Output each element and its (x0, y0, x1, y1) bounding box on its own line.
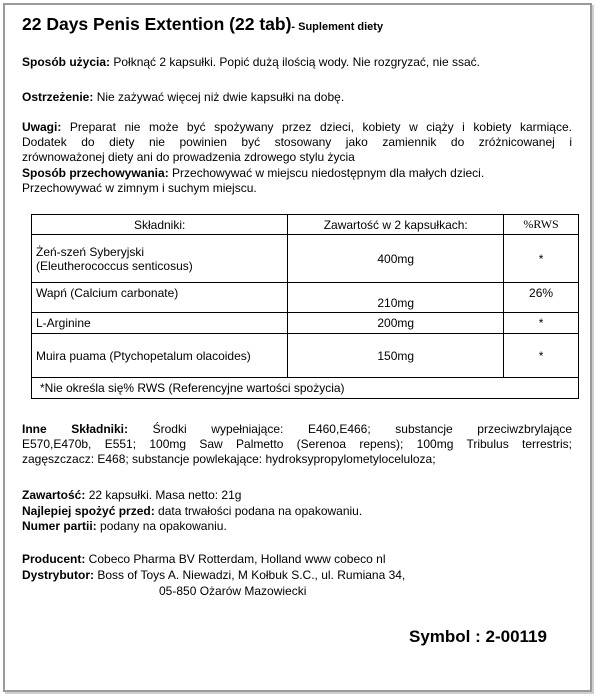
symbol-label: Symbol : (409, 627, 486, 646)
ingredient-rws: * (504, 334, 579, 378)
usage-text: Połknąć 2 kapsułki. Popić dużą ilością wody. Nie rozgryzać, nie ssać. (110, 55, 480, 69)
batch-section (22, 519, 227, 534)
content-text: 22 kapsułki. Masa netto: 21g (85, 488, 242, 502)
warning-label: Ostrzeżenie: (22, 90, 94, 104)
producer-section (22, 552, 385, 567)
table-row (32, 235, 579, 283)
other-ingredients-line-2: E570,E470b, E551; 100mg Saw Palmetto (Serenoa repens); 100mg Tribulus terrestris; (22, 437, 572, 451)
warning-text: Nie zażywać więcej niż dwie kapsułki na dobę. (93, 90, 345, 104)
storage-label: Sposób przechowywania: (22, 166, 169, 180)
warning-section (22, 90, 344, 105)
ingredient-amount: 210mg (288, 283, 504, 313)
notes-line-1 (22, 120, 572, 135)
ingredient-rws: * (504, 313, 579, 334)
ingredient-rws: * (504, 235, 579, 283)
table-row (32, 334, 579, 378)
ingredients-table (31, 214, 579, 399)
ingredient-rws: 26% (504, 283, 579, 313)
product-subtitle: - Suplement diety (291, 21, 384, 33)
storage-section (22, 166, 484, 181)
storage-text-1: Przechowywać w miejscu niedostępnym dla małych dzieci. (168, 166, 485, 180)
best-before-label: Najlepiej spożyć przed: (22, 504, 155, 518)
content-section (22, 488, 241, 503)
product-name: 22 Days Penis Extention (22 tab) (22, 14, 292, 34)
notes-line-2: Dodatek do diety nie powinien być stosowany jako zamiennik do zróżnicowanej i (22, 135, 572, 149)
ingredient-name (32, 235, 288, 283)
ingredient-name: L-Arginine (32, 313, 288, 334)
ingredient-amount: 200mg (288, 313, 504, 334)
rws-footnote: *Nie określa się% RWS (Referencyjne wartości spożycia) (32, 378, 579, 399)
ingredient-name: Muira puama (Ptychopetalum olacoides) (32, 334, 288, 378)
distributor-label: Dystrybutor: (22, 568, 95, 582)
content-label: Zawartość: (22, 488, 86, 502)
ingredient-amount: 150mg (288, 334, 504, 378)
symbol-value: 2-00119 (485, 627, 547, 646)
other-ingredients-label: Inne Składniki: (22, 422, 128, 436)
header-rws: %RWS (504, 215, 579, 235)
usage-label: Sposób użycia: (22, 55, 111, 69)
distributor-address-line-2: 05-850 Ożarów Mazowiecki (159, 584, 307, 598)
ingredient-name: Wapń (Calcium carbonate) (32, 283, 288, 313)
ingredient-name-line-1: Żeń-szeń Syberyjski (36, 244, 145, 259)
notes-section (22, 120, 572, 165)
table-row (32, 313, 579, 334)
other-ingredients-section (22, 422, 572, 467)
distributor-section (22, 568, 405, 583)
batch-text: podany na opakowaniu. (96, 519, 227, 533)
product-title (22, 14, 383, 35)
other-ingredients-line-1 (22, 422, 572, 437)
notes-text-1: Preparat nie może być spożywany przez dzieci, kobiety w ciąży i kobiety karmiące. (61, 120, 572, 134)
best-before-text: data trwałości podana na opakowaniu. (154, 504, 363, 518)
table-row (32, 283, 579, 313)
distributor-text: Boss of Toys A. Niewadzi, M Kołbuk S.C., ul. Rumiana 34, (94, 568, 406, 582)
header-ingredients: Składniki: (32, 215, 288, 235)
other-ingredients-line-3: zagęszczacz: E468; substancje powlekające: hydroksypropylometyloceluloza; (22, 452, 436, 466)
ingredient-name-line-2: (Eleutherococcus senticosus) (36, 258, 193, 273)
best-before-section (22, 504, 362, 519)
header-content: Zawartość w 2 kapsułkach: (288, 215, 504, 235)
notes-line-3: zrównoważonej diety ani do prowadzenia zdrowego stylu życia (22, 150, 355, 164)
notes-label: Uwagi: (22, 120, 62, 134)
producer-label: Producent: (22, 552, 86, 566)
usage-section (22, 55, 480, 70)
ingredient-amount: 400mg (288, 235, 504, 283)
producer-text: Cobeco Pharma BV Rotterdam, Holland www cobeco nl (85, 552, 386, 566)
table-footnote-row (32, 378, 579, 399)
table-header-row (32, 215, 579, 235)
storage-line-2: Przechowywać w zimnym i suchym miejscu. (22, 181, 257, 195)
product-symbol (409, 627, 547, 647)
other-ingredients-text-1: Środki wypełniające: E460,E466; substancje przeciwzbrylające (128, 422, 573, 436)
batch-label: Numer partii: (22, 519, 97, 533)
